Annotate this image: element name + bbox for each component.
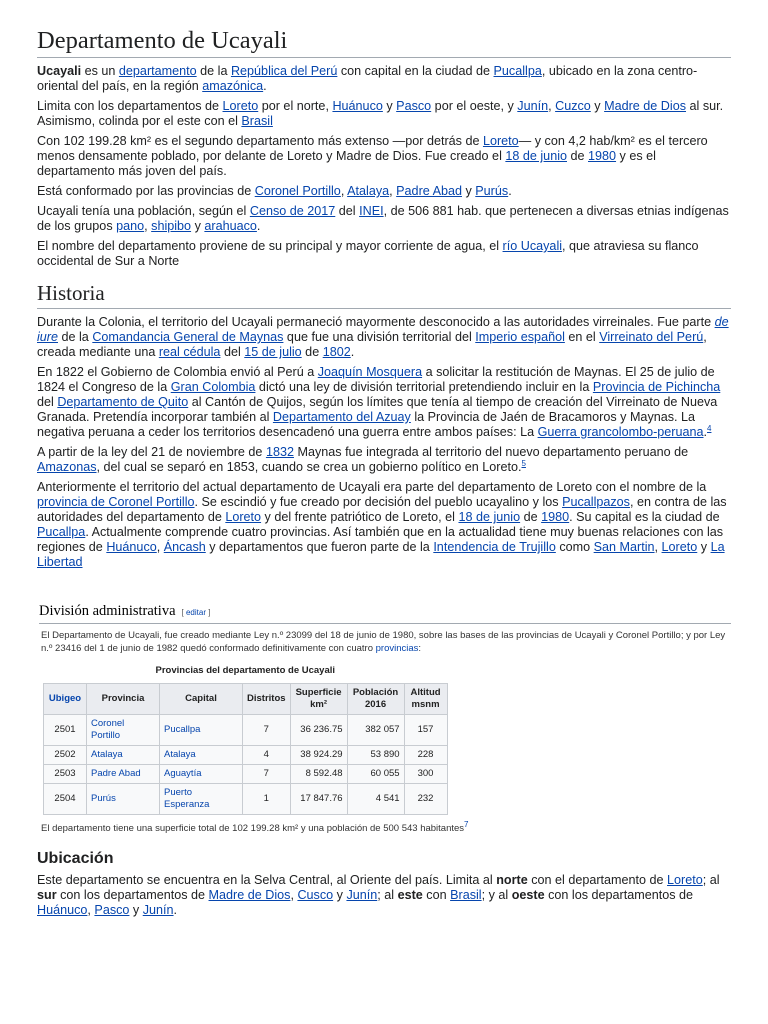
link-provincias[interactable]: provincias [375,643,419,654]
link-intendencia-trujillo[interactable]: Intendencia de Trujillo [433,540,556,554]
link-loreto[interactable]: Loreto [225,510,262,524]
link-18-de-junio[interactable]: 18 de junio [505,149,567,163]
edit-link[interactable]: editar [185,608,206,617]
division-administrativa-section [41,603,731,835]
link-provincia-pichincha[interactable]: Provincia de Pichincha [592,380,721,394]
cell-ubigeo: 2502 [44,746,87,765]
cell-ubigeo: 2504 [44,784,87,815]
link-arahuaco[interactable]: arahuaco [204,219,257,233]
cell-poblacion: 53 890 [347,746,404,765]
column-header: Provincia [87,684,160,715]
historia-paragraph-1: Durante la Colonia, el territorio del Ucayali permaneció mayormente desconocido a las autoridades virreinales. Fue parte de iure de la Comandancia General de Maynas que fue una división territorial del Imperio español en el Virreinato del Perú, creada mediante una real cédula del 15 de julio de 1802. [37,315,729,359]
cell-distritos: 1 [243,784,291,815]
link-la-libertad[interactable]: La Libertad [37,540,725,569]
link-departamento-azuay[interactable]: Departamento del Azuay [272,410,411,424]
cell-superficie: 17 847.76 [290,784,347,815]
link-province[interactable]: Padre Abad [91,768,141,779]
link-pasco[interactable]: Pasco [94,903,130,917]
cell-provincia [87,784,160,815]
cell-superficie: 8 592.48 [290,765,347,784]
section-heading-ubicacion: Ubicación [37,850,114,867]
citation-5[interactable]: 5 [521,458,526,468]
link-15-de-julio[interactable]: 15 de julio [244,345,302,359]
intro-paragraph-5: Ucayali tenía una población, según el Censo de 2017 del INEI, de 506 881 hab. que pertenecen a diversas etnias indígenas de los grupos pano, shipibo y arahuaco. [37,204,729,233]
link-junin[interactable]: Junín [517,99,549,113]
link-padre-abad[interactable]: Padre Abad [396,184,462,198]
link-gran-colombia[interactable]: Gran Colombia [170,380,256,394]
cell-provincia [87,715,160,746]
cell-distritos: 4 [243,746,291,765]
column-header: Altitud msnm [404,684,447,715]
column-header: Capital [160,684,243,715]
link-1832[interactable]: 1832 [265,445,294,459]
link-comandancia-maynas[interactable]: Comandancia General de Maynas [92,330,284,344]
division-footer: El departamento tiene una superficie total de 102 199.28 km² y una población de 500 543 habitantes$^7$ [41,819,469,834]
link-1980[interactable]: 1980 [541,510,570,524]
historia-paragraph-4: Anteriormente el territorio del actual departamento de Ucayali era parte del departamento de Loreto con el nombre de la provincia de Coronel Portillo. Se escindió y fue creado por decisión del pueblo ucayalino y los Pucallpazos, en contra de las autoridades del departamento de Loreto y del frente patriótico de Loreto, el 18 de junio de 1980. Su capital es la ciudad de Pucallpa. Actualmente comprende cuatro provincias. Así también que en la actualidad tiene muy buenas relaciones con las regiones de Huánuco, Áncash y departamentos que fueron parte de la Intendencia de Trujillo como San Martin, Loreto y La Libertad [37,480,727,569]
link-imperio-espanol[interactable]: Imperio español [475,330,565,344]
link-loreto[interactable]: Loreto [222,99,259,113]
section-heading-historia: Historia [37,281,731,309]
link-departamento[interactable]: departamento [118,64,197,78]
link-virreinato-peru[interactable]: Virreinato del Perú [599,330,704,344]
link-junin[interactable]: Junín [346,888,378,902]
cell-distritos: 7 [243,765,291,784]
cell-altitud: 228 [404,746,447,765]
link-junin[interactable]: Junín [142,903,174,917]
link-1802[interactable]: 1802 [322,345,351,359]
link-de-iure[interactable]: de iure [37,315,729,344]
page-title: Departamento de Ucayali [37,0,731,58]
cell-provincia [87,746,160,765]
link-province[interactable]: Coronel Portillo [91,718,125,741]
link-huanuco[interactable]: Huánuco [332,99,383,113]
cell-provincia [87,765,160,784]
historia-paragraph-3: A partir de la ley del 21 de noviembre de 1832 Maynas fue integrada al territorio del nuevo departamento peruano de Amazonas, del cual se separó en 1853, cuando se crea un gobierno político en Loreto.$^5$ [37,445,689,474]
link-capital[interactable]: Aguaytía [164,768,202,779]
column-header: Distritos [243,684,291,715]
division-intro: El Departamento de Ucayali, fue creado mediante Ley n.º 23099 del 18 de junio de 1980, sobre las bases de las provincias de Ucayali y Coronel Portillo; y por Ley n.º 23416 del 1 de junio de 1982 quedó conformado definitivamente con cuatro provincias: [41,630,726,654]
edit-section-link: [ editar ] [181,608,211,617]
table-row [44,715,448,746]
link-brasil[interactable]: Brasil [450,888,482,902]
citation-4[interactable]: 4 [707,423,712,433]
table-header-row [44,684,448,715]
link-1980[interactable]: 1980 [588,149,617,163]
link-madre-de-dios[interactable]: Madre de Dios [604,99,687,113]
cell-poblacion: 382 057 [347,715,404,746]
link-departamento-quito[interactable]: Departamento de Quito [57,395,189,409]
cell-altitud: 157 [404,715,447,746]
intro-paragraph-3: Con 102 199.28 km² es el segundo departamento más extenso —por detrás de Loreto— y con 4,2 hab/km² es el tercero menos densamente poblado, por delante de Loreto y Madre de Dios. Fue creado el 18 de junio de 1980 y es el departamento más joven del país. [37,134,708,178]
link-rio-ucayali[interactable]: río Ucayali [502,239,563,253]
link-province[interactable]: Atalaya [91,749,123,760]
citation-7[interactable]: 7 [464,819,469,829]
cell-distritos: 7 [243,715,291,746]
table-row [44,765,448,784]
link-ancash[interactable]: Áncash [163,540,206,554]
table-row [44,746,448,765]
link-guerra-grancolombo-peruana[interactable]: Guerra grancolombo-peruana [537,425,704,439]
link-censo-2017[interactable]: Censo de 2017 [249,204,336,218]
link-san-martin[interactable]: San Martin [593,540,655,554]
provinces-table [43,661,448,815]
cell-poblacion: 4 541 [347,784,404,815]
table-caption: Provincias del departamento de Ucayali [155,665,336,676]
link-shipibo[interactable]: shipibo [151,219,192,233]
column-header [44,684,87,715]
intro-paragraph-4: Está conformado por las provincias de Coronel Portillo, Atalaya, Padre Abad y Purús. [37,184,512,198]
cell-capital [160,746,243,765]
link-purus[interactable]: Purús [475,184,509,198]
cell-superficie: 38 924.29 [290,746,347,765]
link-pasco[interactable]: Pasco [396,99,432,113]
section-heading-division: División administrativa [ editar ] [39,603,731,624]
historia-paragraph-2: En 1822 el Gobierno de Colombia envió al Perú a Joaquín Mosquera a solicitar la restitución de Maynas. El 25 de julio de 1824 el Congreso de la Gran Colombia dictó una ley de división territorial pretendiendo incluir en la Provincia de Pichincha del Departamento de Quito al Cantón de Quijos, según los límites que tenía al tiempo de creación del Virreinato de Nueva Granada. Pretendía incorporar también al Departamento del Azuay la Provincia de Jaén de Bracamoros y Maynas. La negativa peruana a ceder los territorios desencadenó una guerra entre ambos países: La Guerra grancolombo-peruana.$^4$ [37,365,721,439]
link-provincia-coronel-portillo[interactable]: provincia de Coronel Portillo [37,495,195,509]
link-coronel-portillo[interactable]: Coronel Portillo [254,184,341,198]
link-huanuco[interactable]: Huánuco [106,540,157,554]
intro-paragraph-6: El nombre del departamento proviene de su principal y mayor corriente de agua, el río Ucayali, que atraviesa su flanco occidental de Sur a Norte [37,239,699,268]
link-pucallpa[interactable]: Pucallpa [493,64,542,78]
link-capital[interactable]: Puerto Esperanza [164,787,210,810]
link-real-cedula[interactable]: real cédula [158,345,221,359]
link-loreto[interactable]: Loreto [661,540,698,554]
link-amazonas[interactable]: Amazonas [37,460,97,474]
cell-capital [160,765,243,784]
intro-paragraph-2: Limita con los departamentos de Loreto por el norte, Huánuco y Pasco por el oeste, y Junín, Cuzco y Madre de Dios al sur. Asimismo, colinda por el este con el Brasil [37,99,724,128]
cell-capital [160,784,243,815]
cell-altitud: 300 [404,765,447,784]
cell-superficie: 36 236.75 [290,715,347,746]
link-capital[interactable]: Atalaya [164,749,196,760]
column-header: Superficie km² [290,684,347,715]
bold-term: Ucayali [37,64,82,78]
link-inei[interactable]: INEI [359,204,384,218]
column-header: Población 2016 [347,684,404,715]
link-capital[interactable]: Pucallpa [164,724,201,735]
ubicacion-paragraph: Este departamento se encuentra en la Selva Central, al Oriente del país. Limita al norte con el departamento de Loreto; al sur con los departamentos de Madre de Dios, Cusco y Junín; al este con Brasil; y al oeste con los departamentos de Huánuco, Pasco y Junín. [37,873,720,917]
cell-poblacion: 60 055 [347,765,404,784]
cell-ubigeo: 2501 [44,715,87,746]
link-ubigeo[interactable]: Ubigeo [48,693,82,704]
link-pano[interactable]: pano [116,219,145,233]
link-cusco[interactable]: Cusco [297,888,334,902]
link-republica-del-peru[interactable]: República del Perú [230,64,338,78]
link-18-de-junio[interactable]: 18 de junio [458,510,521,524]
link-atalaya[interactable]: Atalaya [347,184,390,198]
cell-ubigeo: 2503 [44,765,87,784]
table-row [44,784,448,815]
link-pucallpazos[interactable]: Pucallpazos [562,495,630,509]
link-loreto[interactable]: Loreto [667,873,703,887]
link-loreto[interactable]: Loreto [482,134,519,148]
link-province[interactable]: Purús [91,793,116,804]
cell-altitud: 232 [404,784,447,815]
link-pucallpa[interactable]: Pucallpa [37,525,86,539]
cell-capital [160,715,243,746]
intro-paragraph-1: Ucayali es un departamento de la República del Perú con capital en la ciudad de Pucallpa, ubicado en la zona centro-oriental del país, en la región amazónica. [37,64,698,93]
link-madre-de-dios[interactable]: Madre de Dios [208,888,291,902]
link-amazonica[interactable]: amazónica [202,79,264,93]
link-brasil[interactable]: Brasil [241,114,273,128]
link-cuzco[interactable]: Cuzco [555,99,591,113]
link-joaquin-mosquera[interactable]: Joaquín Mosquera [317,365,423,379]
link-huanuco[interactable]: Huánuco [37,903,88,917]
